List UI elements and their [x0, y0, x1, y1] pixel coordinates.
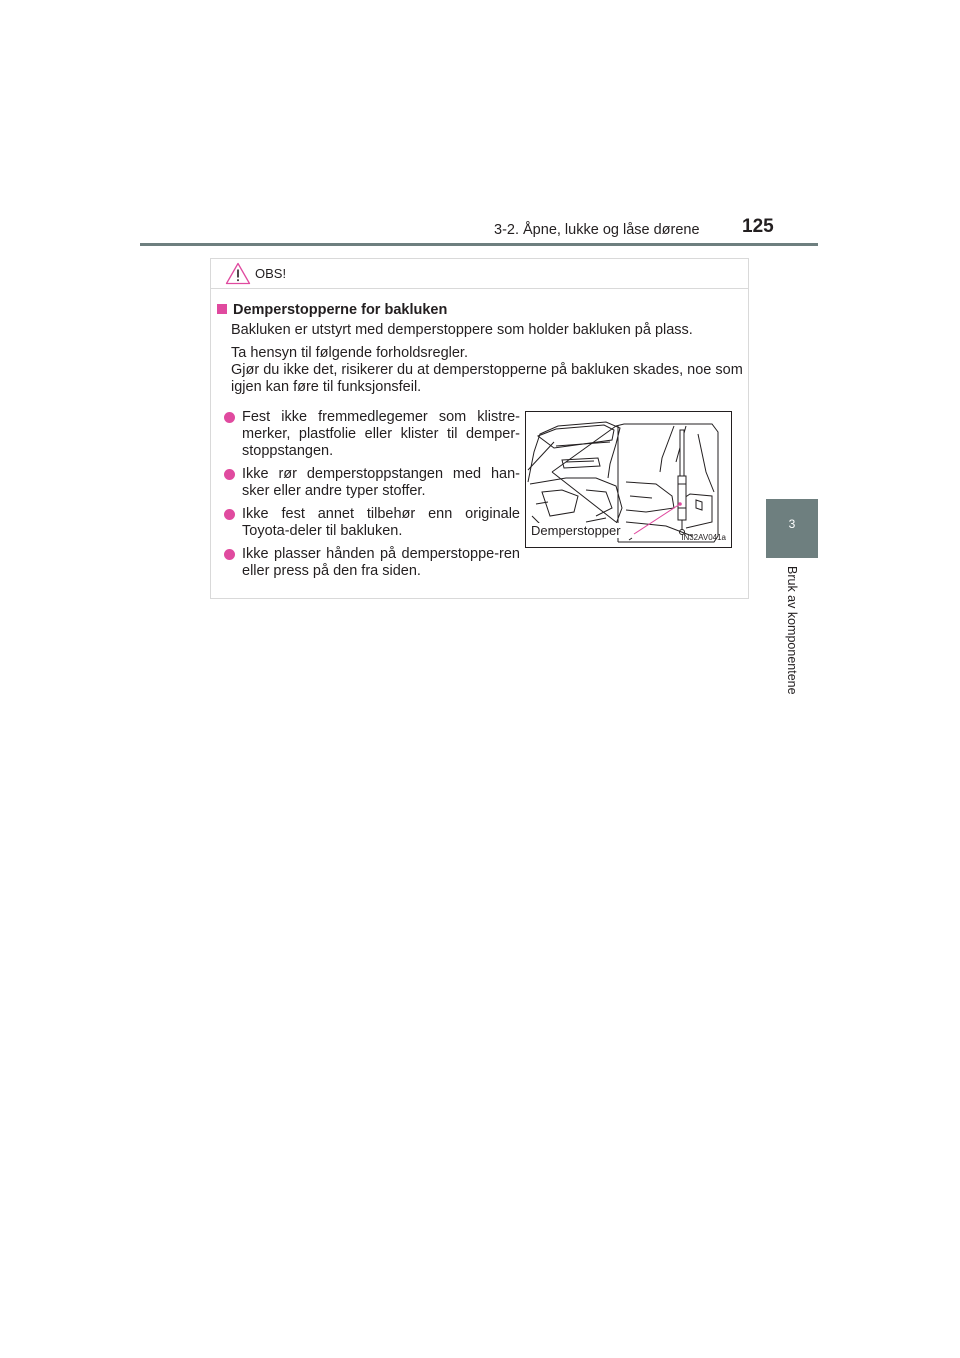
paragraph-precautions — [231, 345, 743, 396]
page-number: 125 — [742, 216, 774, 237]
header-title: 3-2. Åpne, lukke og låse dørene — [494, 222, 700, 238]
bullet-dot-icon — [224, 549, 235, 560]
illustration-caption: Demperstopper — [531, 523, 621, 538]
header-rule — [140, 243, 818, 246]
chapter-number: 3 — [788, 517, 796, 531]
bullet-dot-icon — [224, 509, 235, 520]
list-item: Ikke plasser hånden på demperstoppe-ren eller press på den fra siden. — [224, 546, 520, 580]
bullet-dot-icon — [224, 412, 235, 423]
square-bullet-icon — [217, 304, 227, 314]
paragraph-precautions-line2: Gjør du ikke det, risikerer du at demperstopperne på bakluken skades, noe som igjen kan føre til funksjonsfeil. — [231, 362, 743, 395]
bullet-dot-icon — [224, 469, 235, 480]
section-heading-text: Demperstopperne for bakluken — [233, 302, 448, 318]
illustration-code: IN32AV041a — [681, 533, 726, 542]
warning-label: OBS! — [255, 266, 287, 281]
paragraph-precautions-line1: Ta hensyn til følgende forholdsregler. — [231, 345, 468, 361]
warning-header — [211, 259, 748, 289]
list-item: Ikke rør demperstoppstangen med han-sker eller andre typer stoffer. — [224, 466, 520, 500]
chapter-side-title: Bruk av komponentene — [785, 566, 799, 695]
tailgate-damper-illustration — [525, 411, 732, 548]
precaution-list — [224, 409, 520, 586]
chapter-tab — [766, 499, 818, 558]
warning-box — [210, 258, 749, 599]
warning-triangle-icon — [225, 262, 251, 290]
list-item: Fest ikke fremmedlegemer som klistre-merker, plastfolie eller klister til demper-stoppstangen. — [224, 409, 520, 460]
section-heading — [217, 302, 447, 318]
paragraph-intro: Bakluken er utstyrt med demperstoppere som holder bakluken på plass. — [231, 322, 693, 338]
list-item: Ikke fest annet tilbehør enn originale Toyota-deler til bakluken. — [224, 506, 520, 540]
